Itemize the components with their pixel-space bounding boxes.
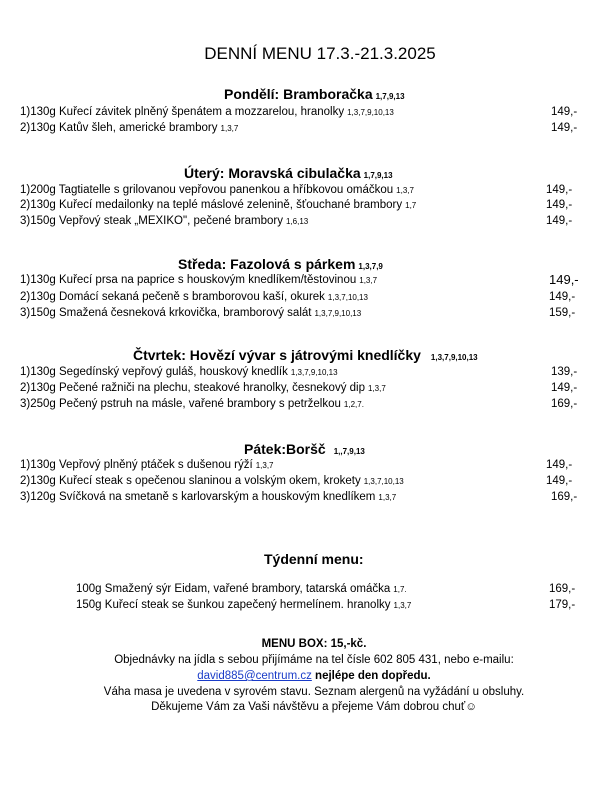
menu-item: 2)130g Katův šleh, americké brambory 1,3,7 [20, 122, 239, 134]
item-price: 149,- [551, 122, 578, 134]
menu-item: 3)250g Pečený pstruh na másle, vařené brambory s petrželkou 1,2,7. [20, 398, 364, 410]
item-price: 149,- [546, 475, 573, 487]
day-heading-monday: Pondělí: Bramboračka 1,7,9,13 [224, 86, 405, 102]
day-heading-thursday: Čtvrtek: Hovězí vývar s játrovými knedlíčky 1,3,7,9,10,13 [133, 347, 478, 363]
menu-item: 1)130g Kuřecí prsa na paprice s houskovým knedlíkem/těstovinou 1,3,7 [20, 274, 378, 286]
item-price: 139,- [551, 366, 578, 378]
item-price: 149,- [546, 215, 573, 227]
menu-item: 1)130g Kuřecí závitek plněný špenátem a mozzarelou, hranolky 1,3,7,9,10,13 [20, 106, 394, 118]
menu-item: 2)130g Domácí sekaná pečeně s bramborovou kaší, okurek 1,3,7,10,13 [20, 291, 368, 303]
item-price: 149,- [546, 184, 573, 196]
item-price: 149,- [546, 459, 573, 471]
menu-item: 1)130g Vepřový plněný ptáček s dušenou rýží 1,3,7 [20, 459, 274, 471]
item-price: 149,- [551, 382, 578, 394]
day-heading-wednesday: Středa: Fazolová s párkem 1,3,7,9 [178, 256, 383, 272]
item-price: 149,- [549, 291, 576, 303]
menu-item: 2)130g Pečené ražniči na plechu, steakové hranolky, česnekový dip 1,3,7 [20, 382, 386, 394]
menu-item: 150g Kuřecí steak se šunkou zapečený hermelínem. hranolky 1,3,7 [76, 599, 412, 611]
email-suffix: nejlépe den dopředu. [311, 670, 431, 682]
weekly-heading: Týdenní menu: [264, 551, 364, 567]
menu-box-price: MENU BOX: 15,-kč. [261, 638, 367, 650]
menu-item: 3)120g Svíčková na smetaně s karlovarským a houskovým knedlíkem 1,3,7 [20, 491, 397, 503]
thanks-line: Děkujeme Vám za Vaši návštěvu a přejeme Vám dobrou chuť☺ [151, 701, 477, 713]
item-price: 149,- [549, 272, 579, 287]
order-info: Objednávky na jídla s sebou přijímáme na tel čísle 602 805 431, nebo e-mailu: [114, 654, 514, 666]
menu-item: 3)150g Vepřový steak „MEXIKO", pečené brambory 1,6,13 [20, 215, 309, 227]
item-price: 169,- [551, 398, 578, 410]
menu-item: 100g Smažený sýr Eidam, vařené brambory, tatarská omáčka 1,7. [76, 583, 407, 595]
email-line [0, 670, 612, 682]
day-heading-friday: Pátek:Boršč 1,,7,9,13 [244, 441, 365, 457]
item-price: 149,- [551, 106, 578, 118]
item-price: 149,- [546, 199, 573, 211]
item-price: 159,- [549, 307, 576, 319]
page-title: DENNÍ MENU 17.3.-21.3.2025 [204, 44, 436, 63]
menu-item: 1)130g Segedínský vepřový guláš, houskový knedlík 1,3,7,9,10,13 [20, 366, 338, 378]
menu-item: 1)200g Tagtiatelle s grilovanou vepřovou panenkou a hříbkovou omáčkou 1,3,7 [20, 184, 414, 196]
menu-item: 2)130g Kuřecí medailonky na teplé máslové zelenině, šťouchané brambory 1,7 [20, 199, 417, 211]
menu-item: 2)130g Kuřecí steak s opečenou slaninou a volským okem, krokety 1,3,7,10,13 [20, 475, 404, 487]
item-price: 179,- [549, 599, 576, 611]
allergen-info: Váha masa je uvedena v syrovém stavu. Seznam alergenů na vyžádání u obsluhy. [103, 686, 525, 698]
item-price: 169,- [549, 583, 576, 595]
smiley-icon: ☺ [465, 701, 477, 713]
menu-item: 3)150g Smažená česneková krkovička, bramborový salát 1,3,7,9,10,13 [20, 307, 362, 319]
email-link[interactable]: david885@centrum.cz [197, 670, 312, 682]
day-heading-tuesday: Úterý: Moravská cibulačka 1,7,9,13 [184, 165, 393, 181]
item-price: 169,- [551, 491, 578, 503]
